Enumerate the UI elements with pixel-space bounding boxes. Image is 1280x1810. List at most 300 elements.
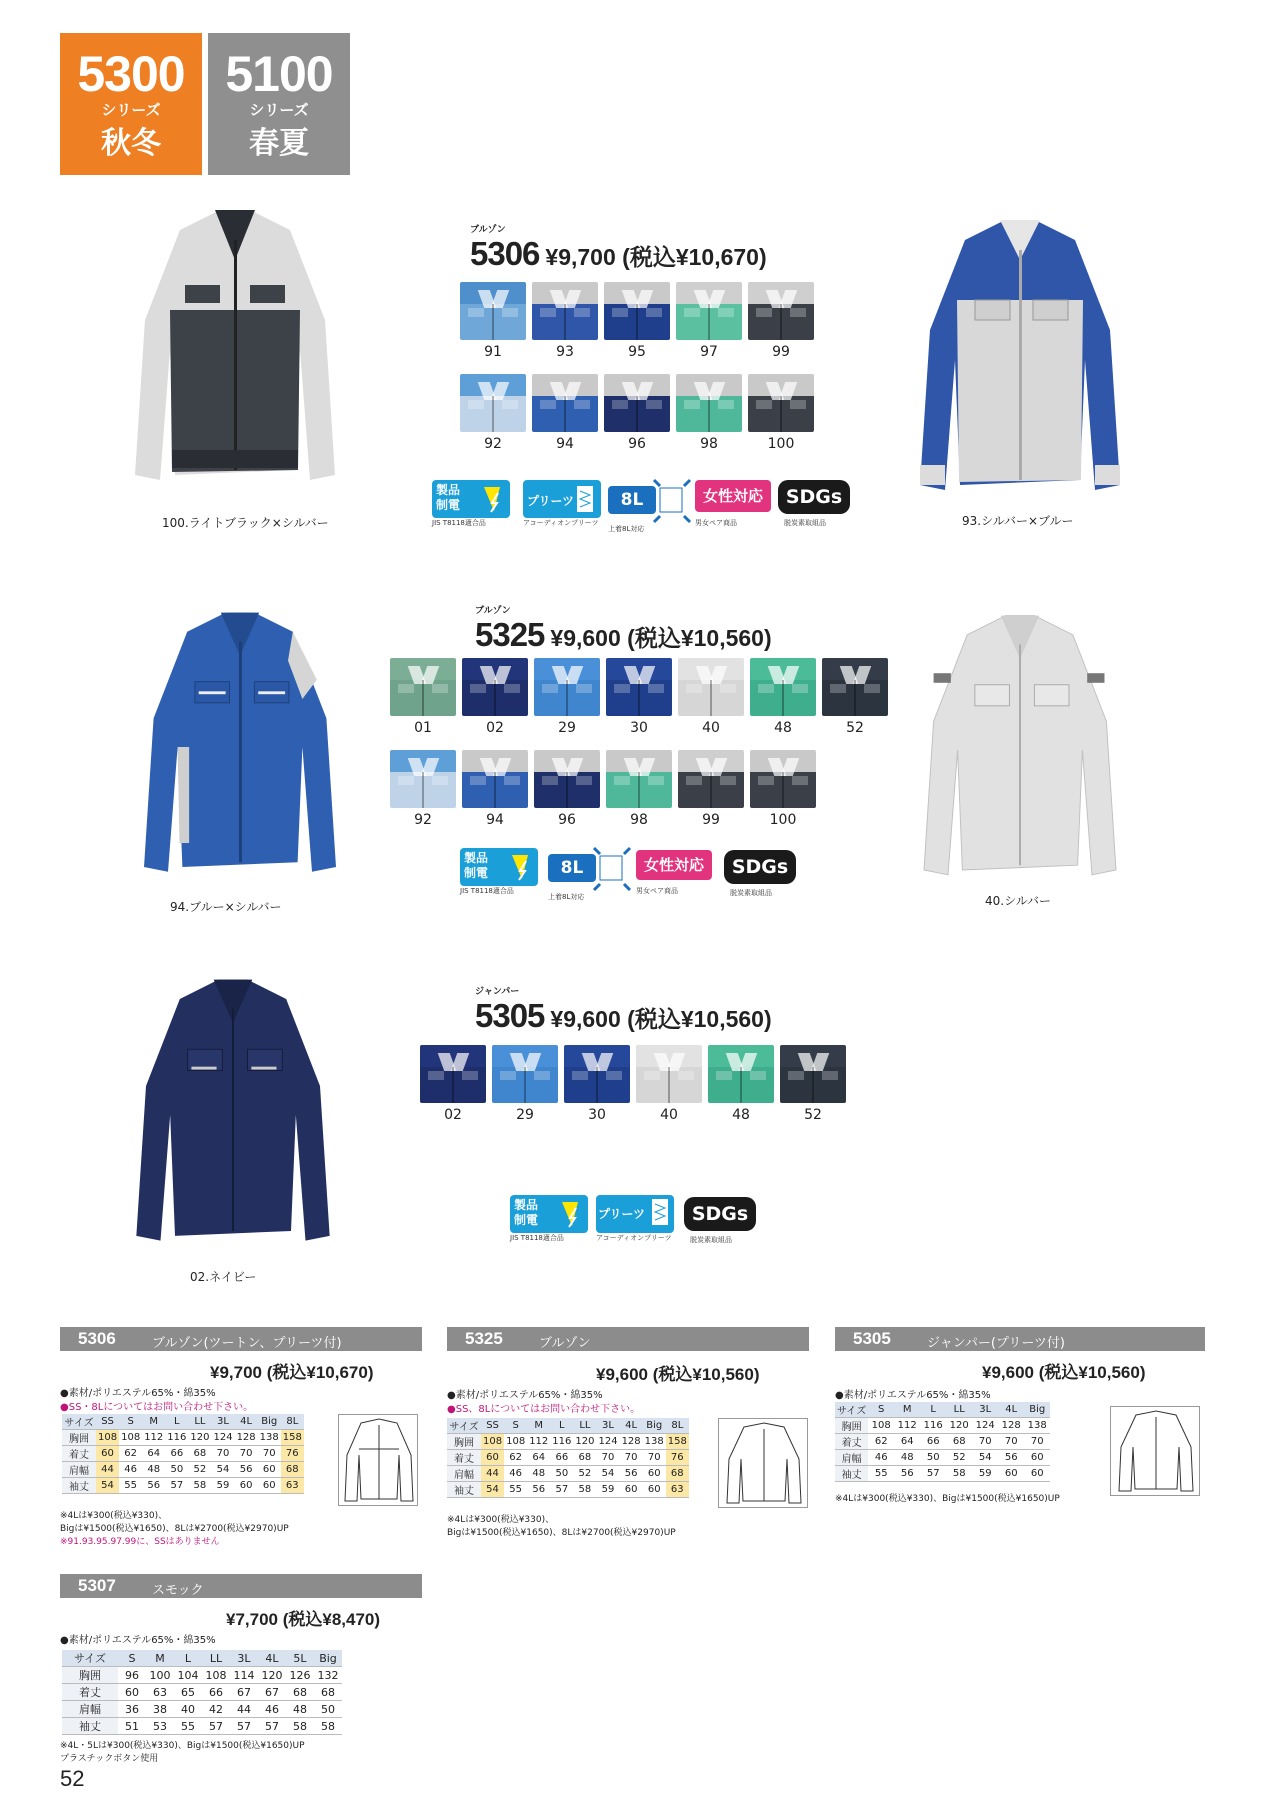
series-number: 5300 [77, 46, 185, 102]
spec-footnote: プラスチックボタン使用 [60, 1754, 159, 1764]
color-swatch[interactable] [678, 750, 744, 828]
table-cell: S [504, 1418, 527, 1434]
swatch-image [462, 750, 528, 808]
sdgs-badge [724, 850, 796, 898]
table-cell: M [894, 1402, 920, 1418]
product-kind: ブルゾン [470, 225, 506, 235]
table-cell: 66 [165, 1446, 188, 1462]
swatch-code: 29 [558, 720, 576, 736]
color-swatch[interactable] [750, 658, 816, 736]
season-label: 秋冬 [101, 126, 161, 161]
swatch-code: 92 [484, 436, 502, 452]
swatch-image [750, 750, 816, 808]
product-heading-5306 [470, 222, 767, 273]
spec-price: ¥9,600 (税込¥10,560) [596, 1365, 760, 1384]
table-cell: 3L [211, 1414, 234, 1430]
series-number: 5100 [225, 46, 333, 102]
table-cell: 60 [118, 1684, 146, 1701]
color-swatch[interactable] [604, 374, 670, 452]
table-cell: 8L [281, 1414, 304, 1430]
table-cell: 56 [998, 1450, 1024, 1466]
pleats-label: プリーツ [527, 494, 575, 508]
swatch-code: 30 [630, 720, 648, 736]
icon-caption: 男女ペア商品 [636, 887, 678, 895]
spec-footnote: ※4Lは¥300(税込¥330)、 [447, 1515, 555, 1525]
table-cell: 158 [281, 1430, 304, 1446]
table-row [835, 1466, 1050, 1482]
table-row [62, 1701, 342, 1718]
table-cell: 54 [972, 1450, 998, 1466]
color-swatch[interactable] [606, 658, 672, 736]
women-badge [695, 480, 771, 528]
product-code: 5305 [475, 997, 545, 1034]
size-8l-label: 8L [548, 854, 596, 882]
table-cell: 108 [119, 1430, 142, 1446]
swatch-code: 48 [774, 720, 792, 736]
table-cell: 36 [118, 1701, 146, 1718]
table-cell: 158 [666, 1434, 689, 1450]
color-swatch[interactable] [462, 750, 528, 828]
pleats-label: プリーツ [598, 1207, 646, 1221]
spec-name: スモック [152, 1583, 204, 1598]
table-cell: 44 [96, 1462, 119, 1478]
row-header-cell: 肩幅 [62, 1462, 96, 1478]
table-cell: M [142, 1414, 165, 1430]
swatch-code: 30 [588, 1107, 606, 1123]
table-cell: 68 [281, 1462, 304, 1478]
antistatic-label: 製品 制電 [514, 1198, 539, 1227]
spec-bar-5306 [60, 1327, 422, 1351]
spec-name: ジャンパー(プリーツ付) [927, 1336, 1065, 1351]
table-cell: 54 [596, 1466, 619, 1482]
color-swatch[interactable] [604, 282, 670, 360]
color-swatch[interactable] [636, 1045, 702, 1123]
antistatic-badge [460, 848, 538, 896]
row-header-cell: 着丈 [835, 1434, 868, 1450]
swatch-image [420, 1045, 486, 1103]
spec-price: ¥9,700 (税込¥10,670) [210, 1363, 374, 1382]
color-swatch[interactable] [750, 750, 816, 828]
table-row [835, 1418, 1050, 1434]
table-cell: 44 [481, 1466, 504, 1482]
table-cell: 56 [620, 1466, 643, 1482]
swatch-image [750, 658, 816, 716]
color-swatch[interactable] [676, 374, 742, 452]
table-cell: 68 [573, 1450, 596, 1466]
table-cell: 59 [972, 1466, 998, 1482]
swatch-code: 29 [516, 1107, 534, 1123]
table-cell: 70 [258, 1446, 281, 1462]
table-cell: 70 [972, 1434, 998, 1450]
photo-caption: 100.ライトブラック×シルバー [162, 516, 329, 530]
swatch-code: 01 [414, 720, 432, 736]
table-cell: 55 [119, 1478, 142, 1494]
color-swatch[interactable] [748, 282, 814, 360]
jacket-photo-5325-40 [900, 605, 1140, 895]
swatch-code: 96 [558, 812, 576, 828]
table-cell: 58 [286, 1718, 314, 1735]
table-cell: 53 [146, 1718, 174, 1735]
size-table-5307 [62, 1650, 342, 1735]
table-cell: 132 [314, 1667, 342, 1684]
table-cell: 70 [998, 1434, 1024, 1450]
table-cell: 60 [998, 1466, 1024, 1482]
table-cell: L [550, 1418, 573, 1434]
table-cell: 65 [174, 1684, 202, 1701]
spec-code: 5307 [78, 1576, 116, 1595]
color-swatch[interactable] [822, 658, 888, 736]
table-cell: L [920, 1402, 946, 1418]
row-header-cell: サイズ [62, 1650, 118, 1667]
table-cell: 56 [142, 1478, 165, 1494]
photo-caption: 02.ネイビー [190, 1270, 257, 1284]
table-cell: 60 [235, 1478, 258, 1494]
table-cell: 8L [666, 1418, 689, 1434]
swatch-code: 52 [846, 720, 864, 736]
table-cell: 64 [142, 1446, 165, 1462]
table-cell: 60 [1024, 1450, 1050, 1466]
color-swatch[interactable] [390, 658, 456, 736]
table-cell: 56 [894, 1466, 920, 1482]
table-cell: 128 [998, 1418, 1024, 1434]
size-table-5306 [62, 1414, 304, 1494]
table-cell: M [527, 1418, 550, 1434]
sdgs-badge [778, 480, 850, 528]
table-cell: 126 [286, 1667, 314, 1684]
women-label: 女性対応 [695, 480, 771, 512]
table-cell: 46 [868, 1450, 894, 1466]
table-cell: LL [188, 1414, 211, 1430]
table-row [62, 1462, 304, 1478]
tech-drawing-5305 [1110, 1406, 1200, 1496]
swatch-image [748, 282, 814, 340]
table-row [447, 1466, 689, 1482]
table-cell: 58 [573, 1482, 596, 1498]
size-8l-label: 8L [608, 486, 656, 514]
table-cell: 108 [481, 1434, 504, 1450]
icon-caption: 脱炭素取組品 [784, 519, 826, 527]
swatch-image [748, 374, 814, 432]
swatch-code: 99 [772, 344, 790, 360]
series-label: シリーズ [101, 101, 161, 119]
table-cell: 68 [314, 1684, 342, 1701]
color-swatch[interactable] [390, 750, 456, 828]
table-cell: S [119, 1414, 142, 1430]
swatch-image [676, 282, 742, 340]
row-header-cell: 袖丈 [62, 1718, 118, 1735]
table-cell: 63 [146, 1684, 174, 1701]
table-cell: 116 [920, 1418, 946, 1434]
table-cell: 64 [527, 1450, 550, 1466]
table-cell: SS [96, 1414, 119, 1430]
spec-note: ●SS、8Lについてはお問い合わせ下さい。 [447, 1404, 641, 1415]
spec-footnote: Bigは¥1500(税込¥1650)、8Lは¥2700(税込¥2970)UP [447, 1528, 676, 1538]
swatch-image [606, 658, 672, 716]
swatch-code: 96 [628, 436, 646, 452]
pleats-icon [651, 1198, 671, 1228]
size-8l-badge [548, 842, 628, 902]
color-swatch[interactable] [606, 750, 672, 828]
table-row [62, 1446, 304, 1462]
table-cell: 66 [202, 1684, 230, 1701]
table-row [447, 1450, 689, 1466]
swatch-code: 91 [484, 344, 502, 360]
table-cell: 116 [165, 1430, 188, 1446]
table-cell: LL [202, 1650, 230, 1667]
table-row [62, 1667, 342, 1684]
table-cell: 67 [230, 1684, 258, 1701]
swatch-image [676, 374, 742, 432]
row-header-cell: 袖丈 [62, 1478, 96, 1494]
swatch-image [604, 282, 670, 340]
icon-caption: JIS T8118適合品 [460, 887, 514, 895]
table-cell: 46 [504, 1466, 527, 1482]
color-swatch[interactable] [460, 374, 526, 452]
season-label: 春夏 [249, 126, 309, 161]
table-cell: 124 [596, 1434, 619, 1450]
color-swatch[interactable] [708, 1045, 774, 1123]
table-cell: 60 [643, 1466, 666, 1482]
swatch-image [822, 658, 888, 716]
table-cell: 67 [258, 1684, 286, 1701]
row-header-cell: サイズ [62, 1414, 96, 1430]
color-swatch[interactable] [532, 282, 598, 360]
swatch-image [564, 1045, 630, 1103]
table-cell: 59 [211, 1478, 234, 1494]
table-header-row [62, 1650, 342, 1667]
swatch-image [492, 1045, 558, 1103]
swatch-image [534, 658, 600, 716]
table-cell: 56 [235, 1462, 258, 1478]
table-cell: 108 [96, 1430, 119, 1446]
size-table-5305 [835, 1402, 1050, 1482]
lightning-icon [478, 485, 506, 513]
table-cell: 112 [527, 1434, 550, 1450]
swatch-image [390, 658, 456, 716]
table-cell: 58 [946, 1466, 972, 1482]
row-header-cell: 袖丈 [447, 1482, 481, 1498]
photo-caption: 40.シルバー [985, 894, 1051, 908]
spec-material: ●素材/ポリエステル65%・綿35% [835, 1390, 991, 1401]
table-cell: 64 [894, 1434, 920, 1450]
table-cell: 57 [230, 1718, 258, 1735]
sdgs-badge [684, 1197, 756, 1245]
spec-footnote: ※91.93.95.97.99に、SSはありません [60, 1537, 220, 1547]
table-cell: 48 [527, 1466, 550, 1482]
color-swatch[interactable] [780, 1045, 846, 1123]
swatch-image [462, 658, 528, 716]
lightning-icon [506, 853, 534, 881]
row-header-cell: サイズ [447, 1418, 481, 1434]
table-cell: LL [946, 1402, 972, 1418]
row-header-cell: サイズ [835, 1402, 868, 1418]
product-price: ¥9,600 (税込¥10,560) [550, 1006, 772, 1032]
table-cell: 100 [146, 1667, 174, 1684]
antistatic-badge [510, 1195, 588, 1243]
expand-arrows-icon [652, 478, 692, 524]
table-cell: 70 [1024, 1434, 1050, 1450]
table-cell: 68 [188, 1446, 211, 1462]
series-tab-5100[interactable] [208, 33, 350, 175]
swatch-code: 40 [702, 720, 720, 736]
swatch-code: 98 [700, 436, 718, 452]
table-cell: 50 [314, 1701, 342, 1718]
table-cell: 63 [666, 1482, 689, 1498]
table-cell: 52 [573, 1466, 596, 1482]
table-cell: 108 [868, 1418, 894, 1434]
table-cell: 108 [202, 1667, 230, 1684]
product-heading-5305 [475, 984, 772, 1035]
table-cell: 70 [620, 1450, 643, 1466]
sdgs-label: SDGs [724, 850, 796, 884]
color-swatch[interactable] [492, 1045, 558, 1123]
table-row [62, 1478, 304, 1494]
table-cell: 70 [643, 1450, 666, 1466]
product-kind: ブルゾン [475, 606, 511, 616]
table-cell: 52 [946, 1450, 972, 1466]
table-row [447, 1434, 689, 1450]
sdgs-label: SDGs [684, 1197, 756, 1231]
table-cell: 57 [202, 1718, 230, 1735]
table-cell: 55 [868, 1466, 894, 1482]
table-cell: 70 [596, 1450, 619, 1466]
row-header-cell: 着丈 [62, 1446, 96, 1462]
series-tab-5300[interactable] [60, 33, 202, 175]
swatch-image [606, 750, 672, 808]
table-cell: 116 [550, 1434, 573, 1450]
row-header-cell: 胸囲 [62, 1667, 118, 1684]
product-price: ¥9,600 (税込¥10,560) [550, 625, 772, 651]
jacket-photo-5325-94 [120, 602, 360, 892]
table-cell: 63 [281, 1478, 304, 1494]
spec-code: 5306 [78, 1329, 116, 1348]
tech-drawing-5306 [338, 1414, 418, 1506]
table-cell: S [868, 1402, 894, 1418]
swatch-code: 02 [486, 720, 504, 736]
table-cell: 60 [96, 1446, 119, 1462]
product-price: ¥9,700 (税込¥10,670) [545, 244, 767, 270]
table-cell: 4L [235, 1414, 258, 1430]
swatch-code: 95 [628, 344, 646, 360]
size-8l-badge [608, 474, 688, 534]
table-cell: 76 [666, 1450, 689, 1466]
row-header-cell: 袖丈 [835, 1466, 868, 1482]
swatch-image [532, 374, 598, 432]
table-cell: Big [314, 1650, 342, 1667]
series-label: シリーズ [249, 101, 309, 119]
table-cell: Big [1024, 1402, 1050, 1418]
table-cell: 68 [946, 1434, 972, 1450]
photo-caption: 93.シルバー×ブルー [962, 514, 1074, 528]
color-swatch[interactable] [748, 374, 814, 452]
photo-caption: 94.ブルー×シルバー [170, 900, 282, 914]
table-row [447, 1482, 689, 1498]
table-header-row [835, 1402, 1050, 1418]
expand-arrows-icon [592, 846, 632, 892]
row-header-cell: 肩幅 [447, 1466, 481, 1482]
swatch-code: 94 [556, 436, 574, 452]
table-cell: 3L [230, 1650, 258, 1667]
spec-footnote: ※4Lは¥300(税込¥330)、 [60, 1511, 168, 1521]
women-badge [636, 850, 712, 896]
table-cell: 4L [258, 1650, 286, 1667]
spec-material: ●素材/ポリエステル65%・綿35% [60, 1635, 216, 1646]
table-row [62, 1430, 304, 1446]
table-cell: 46 [258, 1701, 286, 1718]
color-swatch[interactable] [676, 282, 742, 360]
swatch-image [678, 750, 744, 808]
color-swatch[interactable] [534, 750, 600, 828]
table-cell: 104 [174, 1667, 202, 1684]
table-cell: 112 [142, 1430, 165, 1446]
row-header-cell: 着丈 [447, 1450, 481, 1466]
table-cell: 70 [235, 1446, 258, 1462]
table-cell: 128 [235, 1430, 258, 1446]
spec-footnote: ※4Lは¥300(税込¥330)、Bigは¥1500(税込¥1650)UP [835, 1494, 1060, 1504]
sdgs-label: SDGs [778, 480, 850, 514]
table-cell: 68 [286, 1684, 314, 1701]
table-cell: L [165, 1414, 188, 1430]
table-cell: LL [573, 1418, 596, 1434]
table-cell: 3L [972, 1402, 998, 1418]
icon-caption: アコーディオンプリーツ [596, 1234, 672, 1242]
pleats-badge [523, 480, 601, 528]
table-cell: 76 [281, 1446, 304, 1462]
page-number: 52 [60, 1766, 85, 1791]
table-row [62, 1718, 342, 1735]
table-cell: Big [258, 1414, 281, 1430]
table-cell: 120 [946, 1418, 972, 1434]
spec-code: 5325 [465, 1329, 503, 1348]
product-code: 5306 [470, 235, 540, 272]
table-cell: 4L [998, 1402, 1024, 1418]
spec-footnote: Bigは¥1500(税込¥1650)、8Lは¥2700(税込¥2970)UP [60, 1524, 289, 1534]
table-cell: 120 [188, 1430, 211, 1446]
icon-caption: 脱炭素取組品 [730, 889, 772, 897]
color-swatch[interactable] [420, 1045, 486, 1123]
color-swatch[interactable] [564, 1045, 630, 1123]
table-cell: SS [481, 1418, 504, 1434]
color-swatch[interactable] [678, 658, 744, 736]
spec-price: ¥9,600 (税込¥10,560) [982, 1363, 1146, 1382]
table-cell: 114 [230, 1667, 258, 1684]
product-kind: ジャンパー [475, 987, 520, 997]
color-swatch[interactable] [462, 658, 528, 736]
swatch-code: 48 [732, 1107, 750, 1123]
swatch-image [780, 1045, 846, 1103]
table-cell: 112 [894, 1418, 920, 1434]
swatch-code: 93 [556, 344, 574, 360]
table-cell: 58 [188, 1478, 211, 1494]
color-swatch[interactable] [460, 282, 526, 360]
color-swatch[interactable] [534, 658, 600, 736]
table-cell: 96 [118, 1667, 146, 1684]
swatch-code: 94 [486, 812, 504, 828]
table-cell: 120 [573, 1434, 596, 1450]
table-cell: 120 [258, 1667, 286, 1684]
row-header-cell: 肩幅 [62, 1701, 118, 1718]
table-cell: 60 [620, 1482, 643, 1498]
icon-caption: JIS T8118適合品 [432, 519, 486, 527]
table-cell: 138 [258, 1430, 281, 1446]
table-cell: 56 [527, 1482, 550, 1498]
icon-caption: 上着8L対応 [608, 525, 645, 533]
table-cell: 60 [258, 1478, 281, 1494]
table-cell: 57 [165, 1478, 188, 1494]
table-cell: 50 [165, 1462, 188, 1478]
table-cell: 54 [96, 1478, 119, 1494]
color-swatch[interactable] [532, 374, 598, 452]
